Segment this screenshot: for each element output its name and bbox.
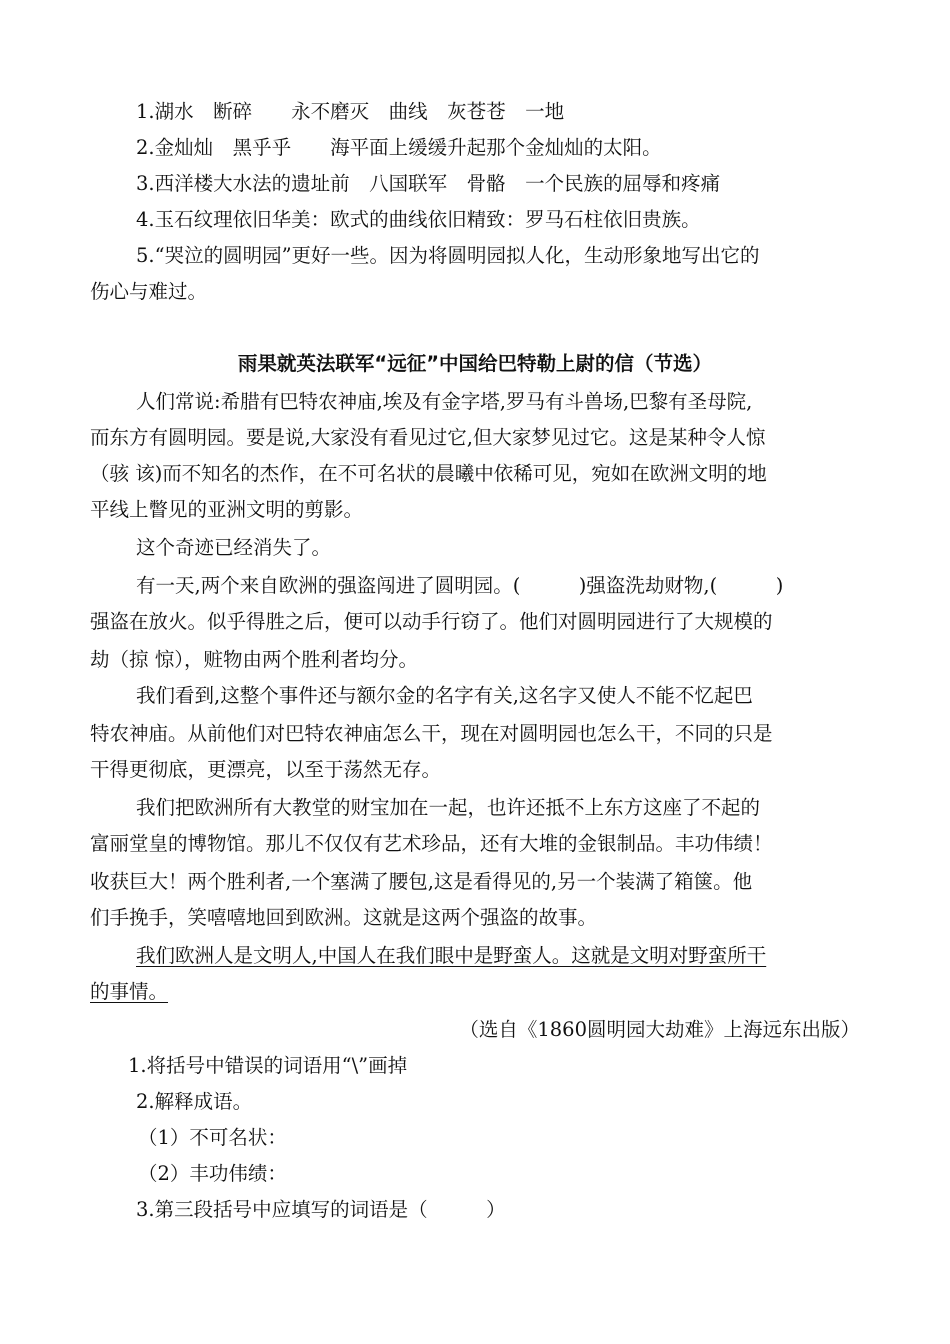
passage-line: 特农神庙。从前他们对巴特农神庙怎么干，现在对圆明园也怎么干，不同的只是 [90, 722, 773, 745]
question-3: 3.第三段括号中应填写的词语是（ ） [136, 1198, 506, 1221]
passage-line: 我们把欧洲所有大教堂的财宝加在一起，也许还抵不上东方这座了不起的 [136, 796, 761, 819]
answer-5: 5.“哭泣的圆明园”更好一些。因为将圆明园拟人化，生动形象地写出它的 [136, 244, 760, 267]
underlined-sentence: 我们欧洲人是文明人,中国人在我们眼中是野蛮人。这就是文明对野蛮所干 [136, 944, 767, 967]
passage-line: 我们看到,这整个事件还与额尔金的名字有关,这名字又使人不能不忆起巴 [136, 684, 753, 707]
answer-1: 1.湖水 断碎 永不磨灭 曲线 灰苍苍 一地 [136, 100, 565, 123]
answer-2: 2.金灿灿 黑乎乎 海平面上缓缓升起那个金灿灿的太阳。 [136, 136, 662, 159]
passage-line: 劫（掠 惊），赃物由两个胜利者均分。 [90, 648, 418, 671]
passage-title: 雨果就英法联军“远征”中国给巴特勒上尉的信（节选） [237, 352, 713, 375]
question-2-2: （2）丰功伟绩： [138, 1162, 287, 1185]
passage-line: 人们常说:希腊有巴特农神庙,埃及有金字塔,罗马有斗兽场,巴黎有圣母院, [136, 390, 753, 413]
question-1: 1.将括号中错误的词语用“\”画掉 [128, 1054, 408, 1077]
passage-line: 强盗在放火。似乎得胜之后，便可以动手行窃了。他们对圆明园进行了大规模的 [90, 610, 773, 633]
answer-4: 4.玉石纹理依旧华美：欧式的曲线依旧精致：罗马石柱依旧贵族。 [136, 208, 701, 231]
passage-line: 干得更彻底，更漂亮，以至于荡然无存。 [90, 758, 442, 781]
passage-line: 收获巨大！两个胜利者,一个塞满了腰包,这是看得见的,另一个装满了箱箧。他 [90, 870, 753, 893]
passage-line: （骇 该)而不知名的杰作，在不可名状的晨曦中依稀可见，宛如在欧洲文明的地 [90, 462, 767, 485]
passage-line: 富丽堂皇的博物馆。那儿不仅仅有艺术珍品，还有大堆的金银制品。丰功伟绩！ [90, 832, 773, 855]
passage-line: 有一天,两个来自欧洲的强盗闯进了圆明园。( )强盗洗劫财物,( ) [136, 574, 784, 597]
source-citation: （选自《1860圆明园大劫难》上海远东出版） [459, 1018, 860, 1041]
answer-5-cont: 伤心与难过。 [90, 280, 208, 303]
passage-line: 们手挽手，笑嘻嘻地回到欧洲。这就是这两个强盗的故事。 [90, 906, 598, 929]
underlined-sentence-cont: 的事情。 [90, 980, 169, 1003]
question-2: 2.解释成语。 [136, 1090, 253, 1113]
answer-3: 3.西洋楼大水法的遗址前 八国联军 骨骼 一个民族的屈辱和疼痛 [136, 172, 721, 195]
passage-line: 平线上瞥见的亚洲文明的剪影。 [90, 498, 364, 521]
question-2-1: （1）不可名状： [138, 1126, 287, 1149]
passage-line: 而东方有圆明园。要是说,大家没有看见过它,但大家梦见过它。这是某种令人惊 [90, 426, 766, 449]
passage-line: 这个奇迹已经消失了。 [136, 536, 332, 559]
